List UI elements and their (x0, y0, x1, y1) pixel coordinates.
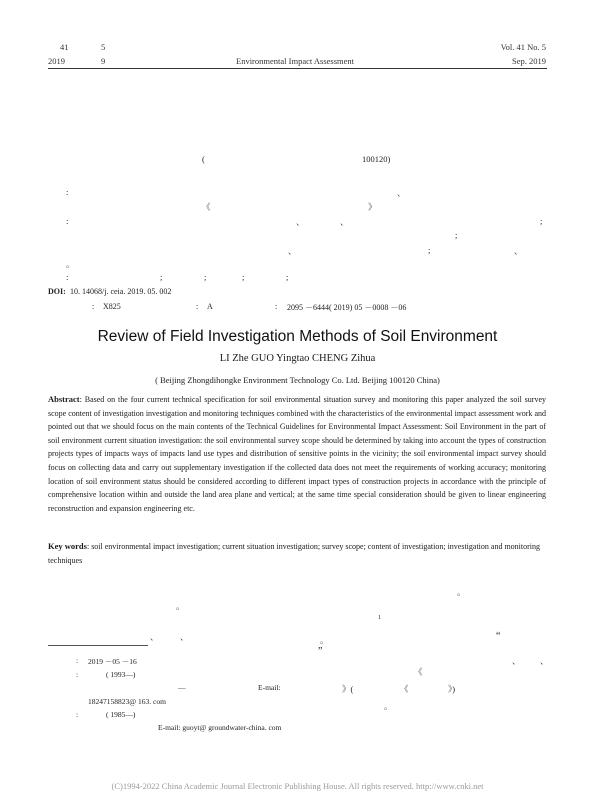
cn-punct: 》 (368, 202, 377, 212)
doi-label: DOI: (48, 287, 66, 296)
cn-punct: 、 (514, 246, 523, 256)
cn-punct: 、 (296, 217, 305, 227)
copyright-footer: (C)1994-2022 China Academic Journal Electronic Publishing House. All rights reserved. http://www.cnki.net (111, 781, 484, 791)
cn-punct: ; (286, 272, 289, 282)
body-punct: 、 (512, 656, 521, 666)
cn-punct: ; (204, 272, 207, 282)
english-title: Review of Field Investigation Methods of Soil Environment (97, 328, 498, 345)
body-punct: ” (318, 646, 323, 657)
body-punct: 。 (176, 601, 185, 611)
body-punct: 。 (384, 701, 393, 711)
footnote-dash: — (178, 683, 186, 692)
body-punct: 》( (342, 684, 354, 694)
cn-punct: 《 (202, 202, 211, 212)
keywords-cn-colon: : (66, 272, 69, 282)
cn-punct: ; (455, 230, 458, 240)
date-en: Sep. 2019 (512, 56, 546, 66)
clc-number: X825 (103, 302, 121, 311)
keywords-label: Key words (48, 541, 87, 551)
cn-punct: : (66, 216, 69, 226)
email1-label: E-mail: (258, 683, 281, 692)
postcode-cn: 100120) (362, 154, 391, 164)
body-punct: 、 (150, 632, 159, 642)
article-id: 2095 －6444( 2019) 05 －0008 －06 (287, 303, 407, 312)
received-date: 2019 －05 －16 (88, 657, 137, 666)
cn-punct: 。 (66, 259, 75, 269)
abstract-text: : Based on the four current technical specification for soil environmental situation survey and monitoring this paper analyzed the soil survey scope content of investigation investigation and monitoring techniques combined with the characteristics of the environmental impact assessment work and pointed out that we should focus on the main contents of the Technical Guidelines for Environmental Impact Assessment: Soil Environment in the part of soil environment current situation investigation: the soil environmental survey scope should be determined by taking into account the types of construction projects types of impacts ways of impacts land use types and distribution of sensitive points in the vicinity; the soil environmental impact survey should focus on collecting data and carry out supplementary investigation if the collected data does not meet the requirements of working accuracy; monitoring location of soil environment status should be considered according to different impact types of construction projects in accordance with the principle of comprehensive location within and outside the land area plane and vertical; at the same time special consideration should be given to linear engineering reconstruction and expansion engineering etc. (48, 395, 546, 513)
month-cn: 9 (101, 56, 106, 66)
author2-email: E-mail: guoyt@ groundwater-china. com (158, 723, 282, 732)
year-cn: 2019 (48, 56, 65, 66)
doi-value: 10. 14068/j. ceia. 2019. 05. 002 (70, 287, 172, 296)
affiliation-cn-open: ( (202, 154, 205, 164)
doc-code: A (207, 302, 213, 311)
author2-birth: ( 1985—) (106, 710, 136, 719)
english-keywords (48, 540, 546, 567)
journal-name: Environmental Impact Assessment (236, 56, 355, 66)
footnote-rule (48, 645, 148, 646)
keywords-text: : soil environmental impact investigation; current situation investigation; survey scope; content of investigation; investigation and monitoring techniques (48, 542, 540, 565)
cn-punct: ; (540, 216, 543, 226)
cn-punct: 、 (288, 246, 297, 256)
body-punct: 。 (320, 635, 329, 645)
body-punct: 、 (180, 632, 189, 642)
cn-punct: ; (428, 245, 431, 255)
cn-punct: ; (160, 272, 163, 282)
english-affiliation: ( Beijing Zhongdihongke Environment Technology Co. Ltd. Beijing 100120 China) (155, 375, 440, 385)
clc-label: : (92, 302, 95, 311)
body-punct: 、 (540, 656, 549, 666)
body-punct: 《 (414, 667, 423, 677)
abstract-label: Abstract (48, 394, 80, 404)
body-punct: 》) (448, 684, 456, 694)
body-punct: 《 (400, 684, 409, 694)
volume-en: Vol. 41 No. 5 (500, 42, 546, 52)
body-punct: “ (496, 631, 501, 642)
cn-punct: 、 (397, 188, 406, 198)
article-id-label: : (275, 302, 278, 311)
author1-email: 18247158823@ 163. com (88, 697, 166, 706)
issue-cn: 5 (101, 42, 106, 52)
body-punct: 。 (457, 587, 466, 597)
author2-label: : (76, 710, 79, 719)
citation-superscript: 1 (378, 615, 381, 621)
cn-punct: ; (242, 272, 245, 282)
doc-code-label: : (196, 302, 199, 311)
cn-punct: 、 (340, 217, 349, 227)
volume-cn: 41 (60, 42, 69, 52)
english-abstract (48, 393, 546, 515)
header-rule (48, 68, 547, 69)
abstract-cn-colon: : (66, 187, 69, 197)
author1-birth: ( 1993—) (106, 670, 136, 679)
english-authors: LI Zhe GUO Yingtao CHENG Zihua (219, 353, 376, 364)
author1-label: : (76, 670, 79, 679)
received-label: : (76, 656, 79, 665)
